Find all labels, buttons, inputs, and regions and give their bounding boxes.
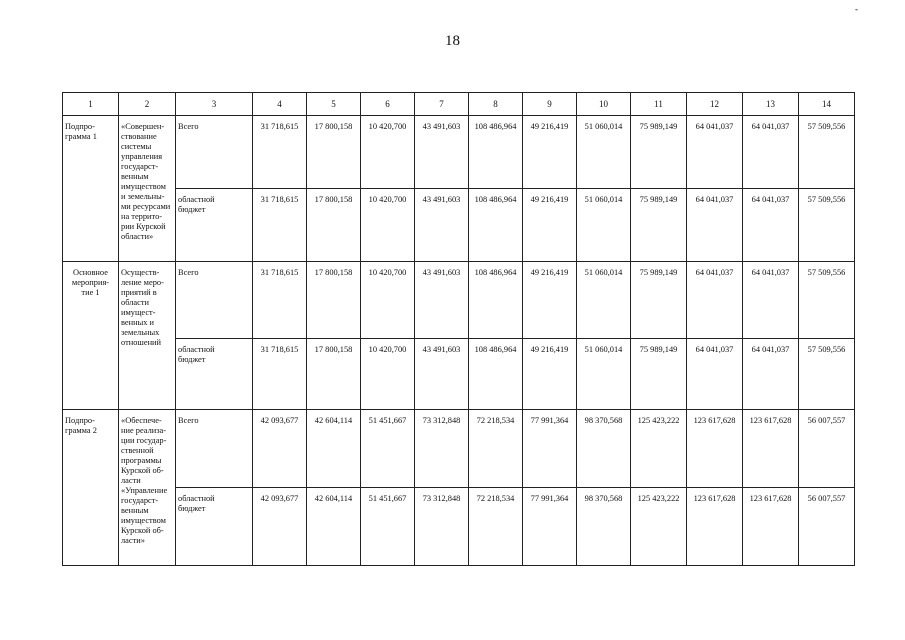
value-cell: 51 451,667 [361, 488, 415, 566]
table-row [63, 488, 855, 566]
value-cell: 49 216,419 [523, 116, 577, 189]
header-cell: 5 [307, 93, 361, 116]
value-cell: 123 617,628 [743, 488, 799, 566]
value-cell: 43 491,603 [415, 262, 469, 339]
header-cell: 6 [361, 93, 415, 116]
description-cell [119, 410, 176, 566]
table-row [63, 262, 855, 339]
description-cell [119, 116, 176, 262]
value-cell: 64 041,037 [743, 339, 799, 410]
funding-source-cell [176, 116, 253, 189]
value-cell: 123 617,628 [687, 410, 743, 488]
program-cell [63, 116, 119, 262]
value-cell: 72 218,534 [469, 410, 523, 488]
value-cell: 57 509,556 [799, 262, 855, 339]
value-cell: 10 420,700 [361, 189, 415, 262]
header-cell: 9 [523, 93, 577, 116]
value-cell: 10 420,700 [361, 116, 415, 189]
program-label: Подпро- грамма 2 [65, 416, 97, 435]
funding-source-label: областной бюджет [178, 494, 215, 513]
value-cell: 108 486,964 [469, 262, 523, 339]
description-cell [119, 262, 176, 410]
funding-source-cell [176, 339, 253, 410]
value-cell: 75 989,149 [631, 116, 687, 189]
value-cell: 49 216,419 [523, 189, 577, 262]
value-cell: 125 423,222 [631, 488, 687, 566]
program-label: Подпро- грамма 1 [65, 122, 97, 141]
header-cell: 14 [799, 93, 855, 116]
value-cell: 56 007,557 [799, 410, 855, 488]
value-cell: 75 989,149 [631, 189, 687, 262]
program-cell [63, 410, 119, 566]
value-cell: 51 060,014 [577, 262, 631, 339]
value-cell: 73 312,848 [415, 488, 469, 566]
funding-source-cell [176, 262, 253, 339]
value-cell: 125 423,222 [631, 410, 687, 488]
value-cell: 43 491,603 [415, 116, 469, 189]
header-cell: 10 [577, 93, 631, 116]
corner-mark: - [855, 4, 858, 14]
value-cell: 64 041,037 [743, 116, 799, 189]
value-cell: 49 216,419 [523, 339, 577, 410]
value-cell: 64 041,037 [687, 189, 743, 262]
value-cell: 64 041,037 [743, 262, 799, 339]
funding-source-label: областной бюджет [178, 195, 215, 214]
value-cell: 108 486,964 [469, 339, 523, 410]
value-cell: 123 617,628 [687, 488, 743, 566]
value-cell: 72 218,534 [469, 488, 523, 566]
value-cell: 108 486,964 [469, 116, 523, 189]
description-label: «Совершен- ствование системы управления государст- венным имуществом и земельны- ми ресурсами на террито- рии Курской области» [121, 122, 171, 241]
table-row [63, 189, 855, 262]
value-cell: 43 491,603 [415, 339, 469, 410]
value-cell: 64 041,037 [743, 189, 799, 262]
value-cell: 31 718,615 [253, 262, 307, 339]
funding-source-label: Всего [178, 268, 199, 277]
value-cell: 73 312,848 [415, 410, 469, 488]
header-row [63, 93, 855, 116]
header-cell: 7 [415, 93, 469, 116]
value-cell: 108 486,964 [469, 189, 523, 262]
value-cell: 64 041,037 [687, 262, 743, 339]
value-cell: 75 989,149 [631, 262, 687, 339]
value-cell: 75 989,149 [631, 339, 687, 410]
value-cell: 56 007,557 [799, 488, 855, 566]
table-row [63, 116, 855, 189]
value-cell: 10 420,700 [361, 339, 415, 410]
value-cell: 42 604,114 [307, 410, 361, 488]
value-cell: 57 509,556 [799, 116, 855, 189]
budget-table [62, 92, 855, 566]
value-cell: 57 509,556 [799, 189, 855, 262]
value-cell: 49 216,419 [523, 262, 577, 339]
funding-source-label: областной бюджет [178, 345, 215, 364]
value-cell: 123 617,628 [743, 410, 799, 488]
funding-source-label: Всего [178, 416, 199, 425]
header-cell: 12 [687, 93, 743, 116]
header-cell: 3 [176, 93, 253, 116]
value-cell: 17 800,158 [307, 262, 361, 339]
value-cell: 57 509,556 [799, 339, 855, 410]
header-cell: 1 [63, 93, 119, 116]
program-cell [63, 262, 119, 410]
value-cell: 77 991,364 [523, 488, 577, 566]
funding-source-label: Всего [178, 122, 199, 131]
value-cell: 51 060,014 [577, 189, 631, 262]
value-cell: 17 800,158 [307, 189, 361, 262]
value-cell: 98 370,568 [577, 488, 631, 566]
program-label: Основное мероприя- тие 1 [71, 268, 110, 297]
description-label: «Обеспече- ние реализа- ции государ- ственной программы Курской об- ласти «Управление государст- венным имуществом Курской об- ласти» [121, 416, 168, 545]
value-cell: 31 718,615 [253, 116, 307, 189]
header-cell: 8 [469, 93, 523, 116]
value-cell: 98 370,568 [577, 410, 631, 488]
funding-source-cell [176, 488, 253, 566]
value-cell: 51 060,014 [577, 116, 631, 189]
header-cell: 2 [119, 93, 176, 116]
value-cell: 42 604,114 [307, 488, 361, 566]
value-cell: 77 991,364 [523, 410, 577, 488]
value-cell: 42 093,677 [253, 410, 307, 488]
value-cell: 64 041,037 [687, 116, 743, 189]
header-cell: 13 [743, 93, 799, 116]
header-cell: 4 [253, 93, 307, 116]
page-number: 18 [445, 33, 460, 49]
funding-source-cell [176, 189, 253, 262]
value-cell: 31 718,615 [253, 189, 307, 262]
value-cell: 10 420,700 [361, 262, 415, 339]
header-cell: 11 [631, 93, 687, 116]
funding-source-cell [176, 410, 253, 488]
value-cell: 42 093,677 [253, 488, 307, 566]
value-cell: 31 718,615 [253, 339, 307, 410]
description-label: Осуществ- ление меро- приятий в области имущест- венных и земельных отношений [121, 268, 164, 347]
value-cell: 17 800,158 [307, 339, 361, 410]
table-row [63, 410, 855, 488]
value-cell: 51 451,667 [361, 410, 415, 488]
value-cell: 64 041,037 [687, 339, 743, 410]
value-cell: 17 800,158 [307, 116, 361, 189]
value-cell: 43 491,603 [415, 189, 469, 262]
value-cell: 51 060,014 [577, 339, 631, 410]
table-row [63, 339, 855, 410]
